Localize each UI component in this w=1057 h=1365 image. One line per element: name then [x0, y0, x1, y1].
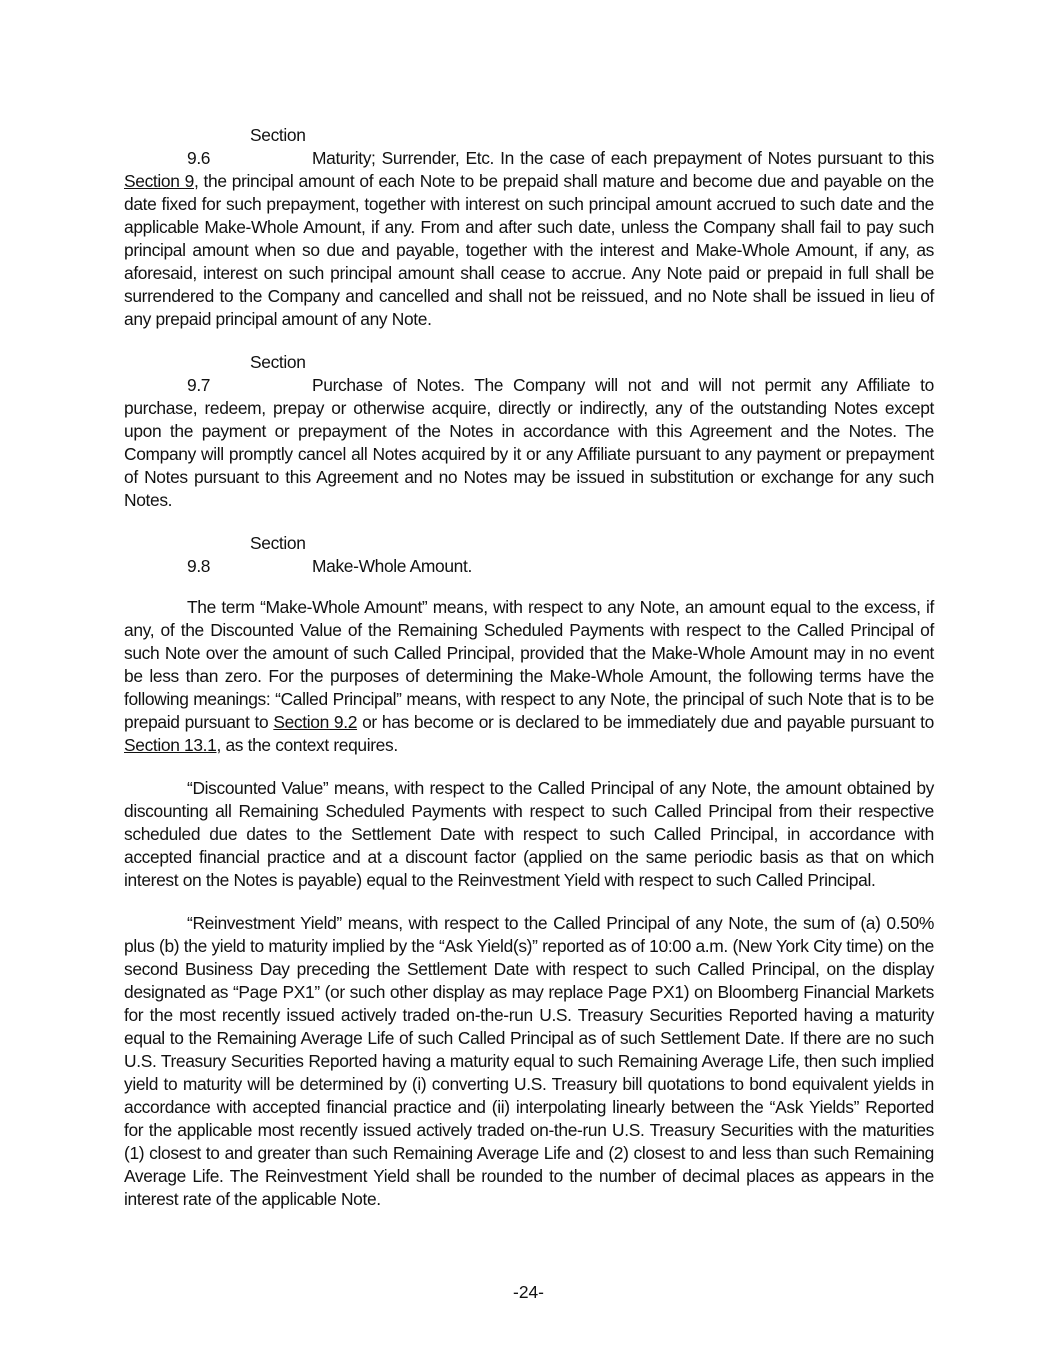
paragraph-text: The Company will not and will not permit any Affiliate to purchase, redeem, prepay or otherwise acquire, directly or indirectly, any of the outstanding Notes except upon the payment or prepayment of the Notes in accordance with this Agreement and the Notes. The Company will promptly cancel all Notes acquired by it or any Affiliate pursuant to any payment or prepayment of Notes pursuant to this Agreement and no Notes may be issued in substitution or exchange for any such Notes.: [124, 375, 934, 510]
paragraph-text: In the case of each prepayment of Notes pursuant to this: [494, 148, 934, 168]
paragraph-text: “Discounted Value” means, with respect to the Called Principal of any Note, the amount obtained by discounting all Remaining Scheduled Payments with respect to such Called Principal from their respective scheduled due dates to the Settlement Date with respect to such Called Principal, in accordance with accepted financial practice and at a discount factor (applied on the same periodic basis as that on which interest on the Notes is payable) equal to the Reinvestment Yield with respect to such Called Principal.: [124, 778, 934, 890]
section-9-6-paragraph: [124, 124, 934, 331]
paragraph-text: “Reinvestment Yield” means, with respect to the Called Principal of any Note, the sum of (a) 0.50% plus (b) the yield to maturity implied by the “Ask Yield(s)” reported as of 10:00 a.m. (New York City time) on the second Business Day preceding the Settlement Date with respect to such Called Principal, on the display designated as “Page PX1” (or such other display as may replace Page PX1) on Bloomberg Financial Markets for the most recently issued actively traded on-the-run U.S. Treasury Securities Reported having a maturity equal to the Remaining Average Life of such Called Principal as of such Settlement Date. If there are no such U.S. Treasury Securities Reported having a maturity equal to such Remaining Average Life, then such implied yield to maturity will be determined by (i) converting U.S. Treasury bill quotations to bond equivalent yields in accordance with accepted financial practice and (ii) interpolating linearly between the “Ask Yields” Reported for the applicable most recently issued actively traded on-the-run U.S. Treasury Securities with the maturities (1) closest to and greater than such Remaining Average Life and (2) closest to and less than such Remaining Average Life. The Reinvestment Yield shall be rounded to the number of decimal places as appears in the interest rate of the applicable Note.: [124, 913, 934, 1209]
make-whole-amount-paragraph: [124, 596, 934, 757]
section-9-7-paragraph: [124, 351, 934, 512]
reinvestment-yield-paragraph: [124, 912, 934, 1211]
paragraph-text: , as the context requires.: [216, 735, 398, 755]
paragraph-text: , the principal amount of each Note to be prepaid shall mature and become due and payable on the date fixed for such prepayment, together with interest on such principal amount accrued to such date and the applicable Make-Whole Amount, if any. From and after such date, unless the Company shall fail to pay such principal amount when so due and payable, together with the interest and Make-Whole Amount, if any, as aforesaid, interest on such principal amount shall cease to accrue. Any Note paid or prepaid in full shall be surrendered to the Company and cancelled and shall not be reissued, and no Note shall be issued in lieu of any prepaid principal amount of any Note.: [124, 171, 935, 329]
page-number: -24-: [513, 1282, 544, 1302]
section-reference-link[interactable]: Section 9: [124, 171, 194, 191]
document-body: [124, 124, 934, 1211]
section-number: Section 9.7: [187, 352, 306, 395]
paragraph-text: The term “Make-Whole Amount” means, with respect to any Note, an amount equal to the excess, if any, of the Discounted Value of the Remaining Scheduled Payments with respect to the Called Principal of such Note over the amount of such Called Principal, provided that the Make-Whole Amount may in no event be less than zero. For the purposes of determining the Make-Whole Amount, the following terms have the following meanings: “Called Principal” means, with respect to any Note, the principal of such Note that is to be prepaid pursuant to: [124, 597, 934, 732]
section-9-8-heading: [124, 532, 934, 578]
section-title: Purchase of Notes.: [312, 375, 465, 395]
section-reference-link[interactable]: Section 13.1: [124, 735, 217, 755]
section-number: Section 9.6: [187, 125, 306, 168]
section-title: Make-Whole Amount.: [312, 556, 472, 576]
paragraph-text: or has become or is declared to be immediately due and payable pursuant to: [357, 712, 934, 732]
section-title: Maturity; Surrender, Etc.: [312, 148, 495, 168]
section-reference-link[interactable]: Section 9.2: [273, 712, 358, 732]
section-number: Section 9.8: [187, 533, 306, 576]
discounted-value-paragraph: [124, 777, 934, 892]
